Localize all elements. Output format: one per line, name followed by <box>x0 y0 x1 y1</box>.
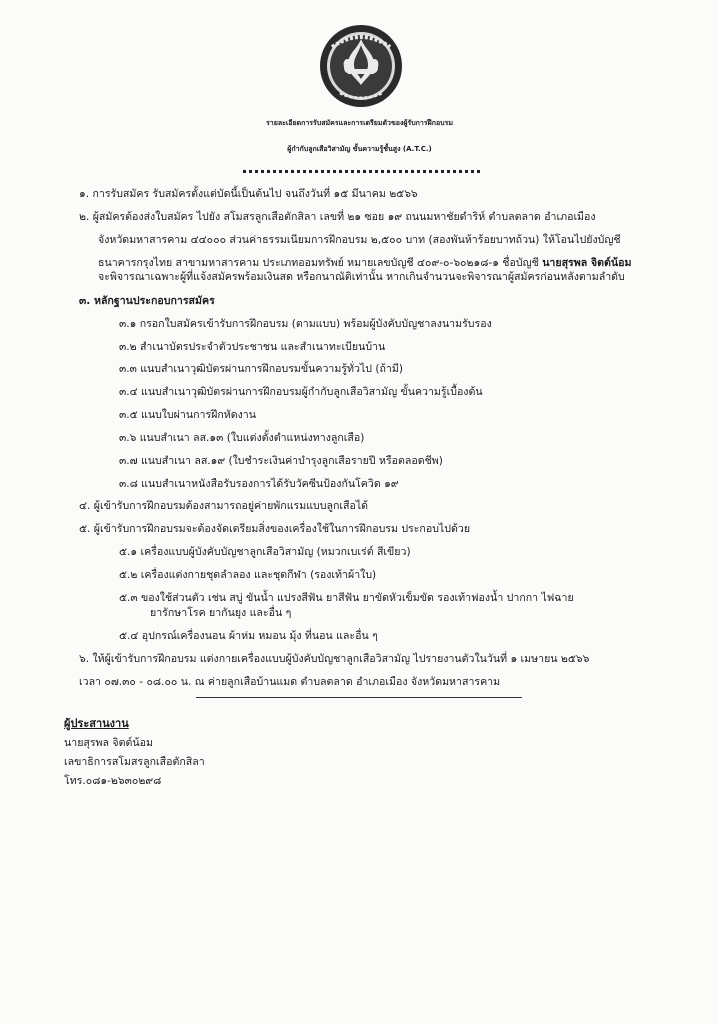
item-3-4: ๓.๔ แนบสำเนาวุฒิบัตรผ่านการฝึกอบรมผู้กำกับลูกเสือวิสามัญ ขั้นความรู้เบื้องต้น <box>119 386 483 398</box>
item-3-3: ๓.๓ แนบสำเนาวุฒิบัตรผ่านการฝึกอบรมขั้นความรู้ทั่วไป (ถ้ามี) <box>119 363 403 375</box>
item-2-line-3-text: ธนาคารกรุงไทย สาขามหาสารคาม ประเภทออมทรัพย์ หมายเลขบัญชี ๔๐๙-๐-๖๐๒๑๘-๑ ชื่อบัญชี <box>98 257 539 269</box>
item-2-line-2: จังหวัดมหาสารคาม ๔๔๐๐๐ ส่วนค่าธรรมเนียมการฝึกอบรม ๒,๕๐๐ บาท (สองพันห้าร้อยบาทถ้วน) ให้โอนไปยังบัญชี <box>98 234 621 246</box>
closing-divider <box>196 697 522 698</box>
item-5-3-line-2: ยารักษาโรค ยากันยุง และอื่น ๆ <box>150 607 292 619</box>
item-5-4: ๕.๔ อุปกรณ์เครื่องนอน ผ้าห่ม หมอน มุ้ง ที่นอน และอื่น ๆ <box>119 630 378 642</box>
item-3-1: ๓.๑ กรอกใบสมัครเข้ารับการฝึกอบรม (ตามแบบ) พร้อมผู้บังคับบัญชาลงนามรับรอง <box>119 318 492 330</box>
item-5-1: ๕.๑ เครื่องแบบผู้บังคับบัญชาลูกเสือวิสามัญ (หมวกเบเร่ต์ สีเขียว) <box>119 546 411 558</box>
item-3: ๓. หลักฐานประกอบการสมัคร <box>79 295 215 307</box>
item-3-6: ๓.๖ แนบสำเนา ลส.๑๓ (ใบแต่งตั้งตำแหน่งทางลูกเสือ) <box>119 432 365 444</box>
item-3-2: ๓.๒ สำเนาบัตรประจำตัวประชาชน และสำเนาทะเบียนบ้าน <box>119 341 386 353</box>
item-4: ๔. ผู้เข้ารับการฝึกอบรมต้องสามารถอยู่ค่ายพักแรมแบบลูกเสือได้ <box>79 500 369 512</box>
coordinator-position: เลขาธิการสโมสรลูกเสือตักสิลา <box>64 756 205 768</box>
item-2-line-3 <box>98 256 631 270</box>
coordinator-heading: ผู้ประสานงาน <box>64 717 129 730</box>
item-5-3-line-1: ๕.๓ ของใช้ส่วนตัว เช่น สบู่ ขันน้ำ แปรงสีฟัน ยาสีฟัน ยาขัดหัวเข็มขัด รองเท้าฟองน้ำ ปากกา ไฟฉาย <box>119 592 574 604</box>
document-title: รายละเอียดการรับสมัครและการเตรียมตัวของผู้รับการฝึกอบรม <box>266 119 453 127</box>
item-3-7: ๓.๗ แนบสำเนา ลส.๑๙ (ใบชำระเงินค่าบำรุงลูกเสือรายปี หรือตลอดชีพ) <box>119 455 443 467</box>
dotted-divider <box>243 170 480 173</box>
document-subtitle: ผู้กำกับลูกเสือวิสามัญ ขั้นความรู้ชั้นสูง (A.T.C.) <box>287 145 432 153</box>
item-5: ๕. ผู้เข้ารับการฝึกอบรมจะต้องจัดเตรียมสิ่งของเครื่องใช้ในการฝึกอบรม ประกอบไปด้วย <box>79 523 471 535</box>
item-1: ๑. การรับสมัคร รับสมัครตั้งแต่บัดนี้เป็นต้นไป จนถึงวันที่ ๑๕ มีนาคม ๒๕๖๖ <box>79 188 418 200</box>
item-3-8: ๓.๘ แนบสำเนาหนังสือรับรองการได้รับวัคซีนป้องกันโควิด ๑๙ <box>119 478 399 490</box>
item-6-line-2: เวลา ๐๗.๓๐ - ๐๘.๐๐ น. ณ ค่ายลูกเสือบ้านแมด ตำบลตลาด อำเภอเมือง จังหวัดมหาสารคาม <box>79 676 501 688</box>
coordinator-phone: โทร.๐๘๑-๒๖๓๐๒๙๘ <box>64 775 162 787</box>
item-3-5: ๓.๕ แนบใบผ่านการฝึกหัดงาน <box>119 409 256 421</box>
scout-emblem-icon <box>318 23 404 109</box>
item-2-line-1: ๒. ผู้สมัครต้องส่งใบสมัคร ไปยัง สโมสรลูกเสือตักสิลา เลขที่ ๒๑ ซอย ๑๙ ถนนมหาชัยดำริห์ ตำบลตลาด อำเภอเมือง <box>79 211 596 223</box>
item-5-2: ๕.๒ เครื่องแต่งกายชุดลำลอง และชุดกีฬา (รองเท้าผ้าใบ) <box>119 569 377 581</box>
coordinator-name: นายสุรพล จิตต์น้อม <box>64 737 153 749</box>
account-name: นายสุรพล จิตต์น้อม <box>542 257 632 269</box>
item-6-line-1: ๖. ให้ผู้เข้ารับการฝึกอบรม แต่งกายเครื่องแบบผู้บังคับบัญชาลูกเสือวิสามัญ ไปรายงานตัวในวันที่ ๑ เมษายน ๒๕๖๖ <box>79 653 590 665</box>
item-2-line-4: จะพิจารณาเฉพาะผู้ที่แจ้งสมัครพร้อมเงินสด หรือกนาณัติเท่านั้น หากเกินจำนวนจะพิจารณาผู้สมัครก่อนหลังตามลำดับ <box>98 271 625 283</box>
